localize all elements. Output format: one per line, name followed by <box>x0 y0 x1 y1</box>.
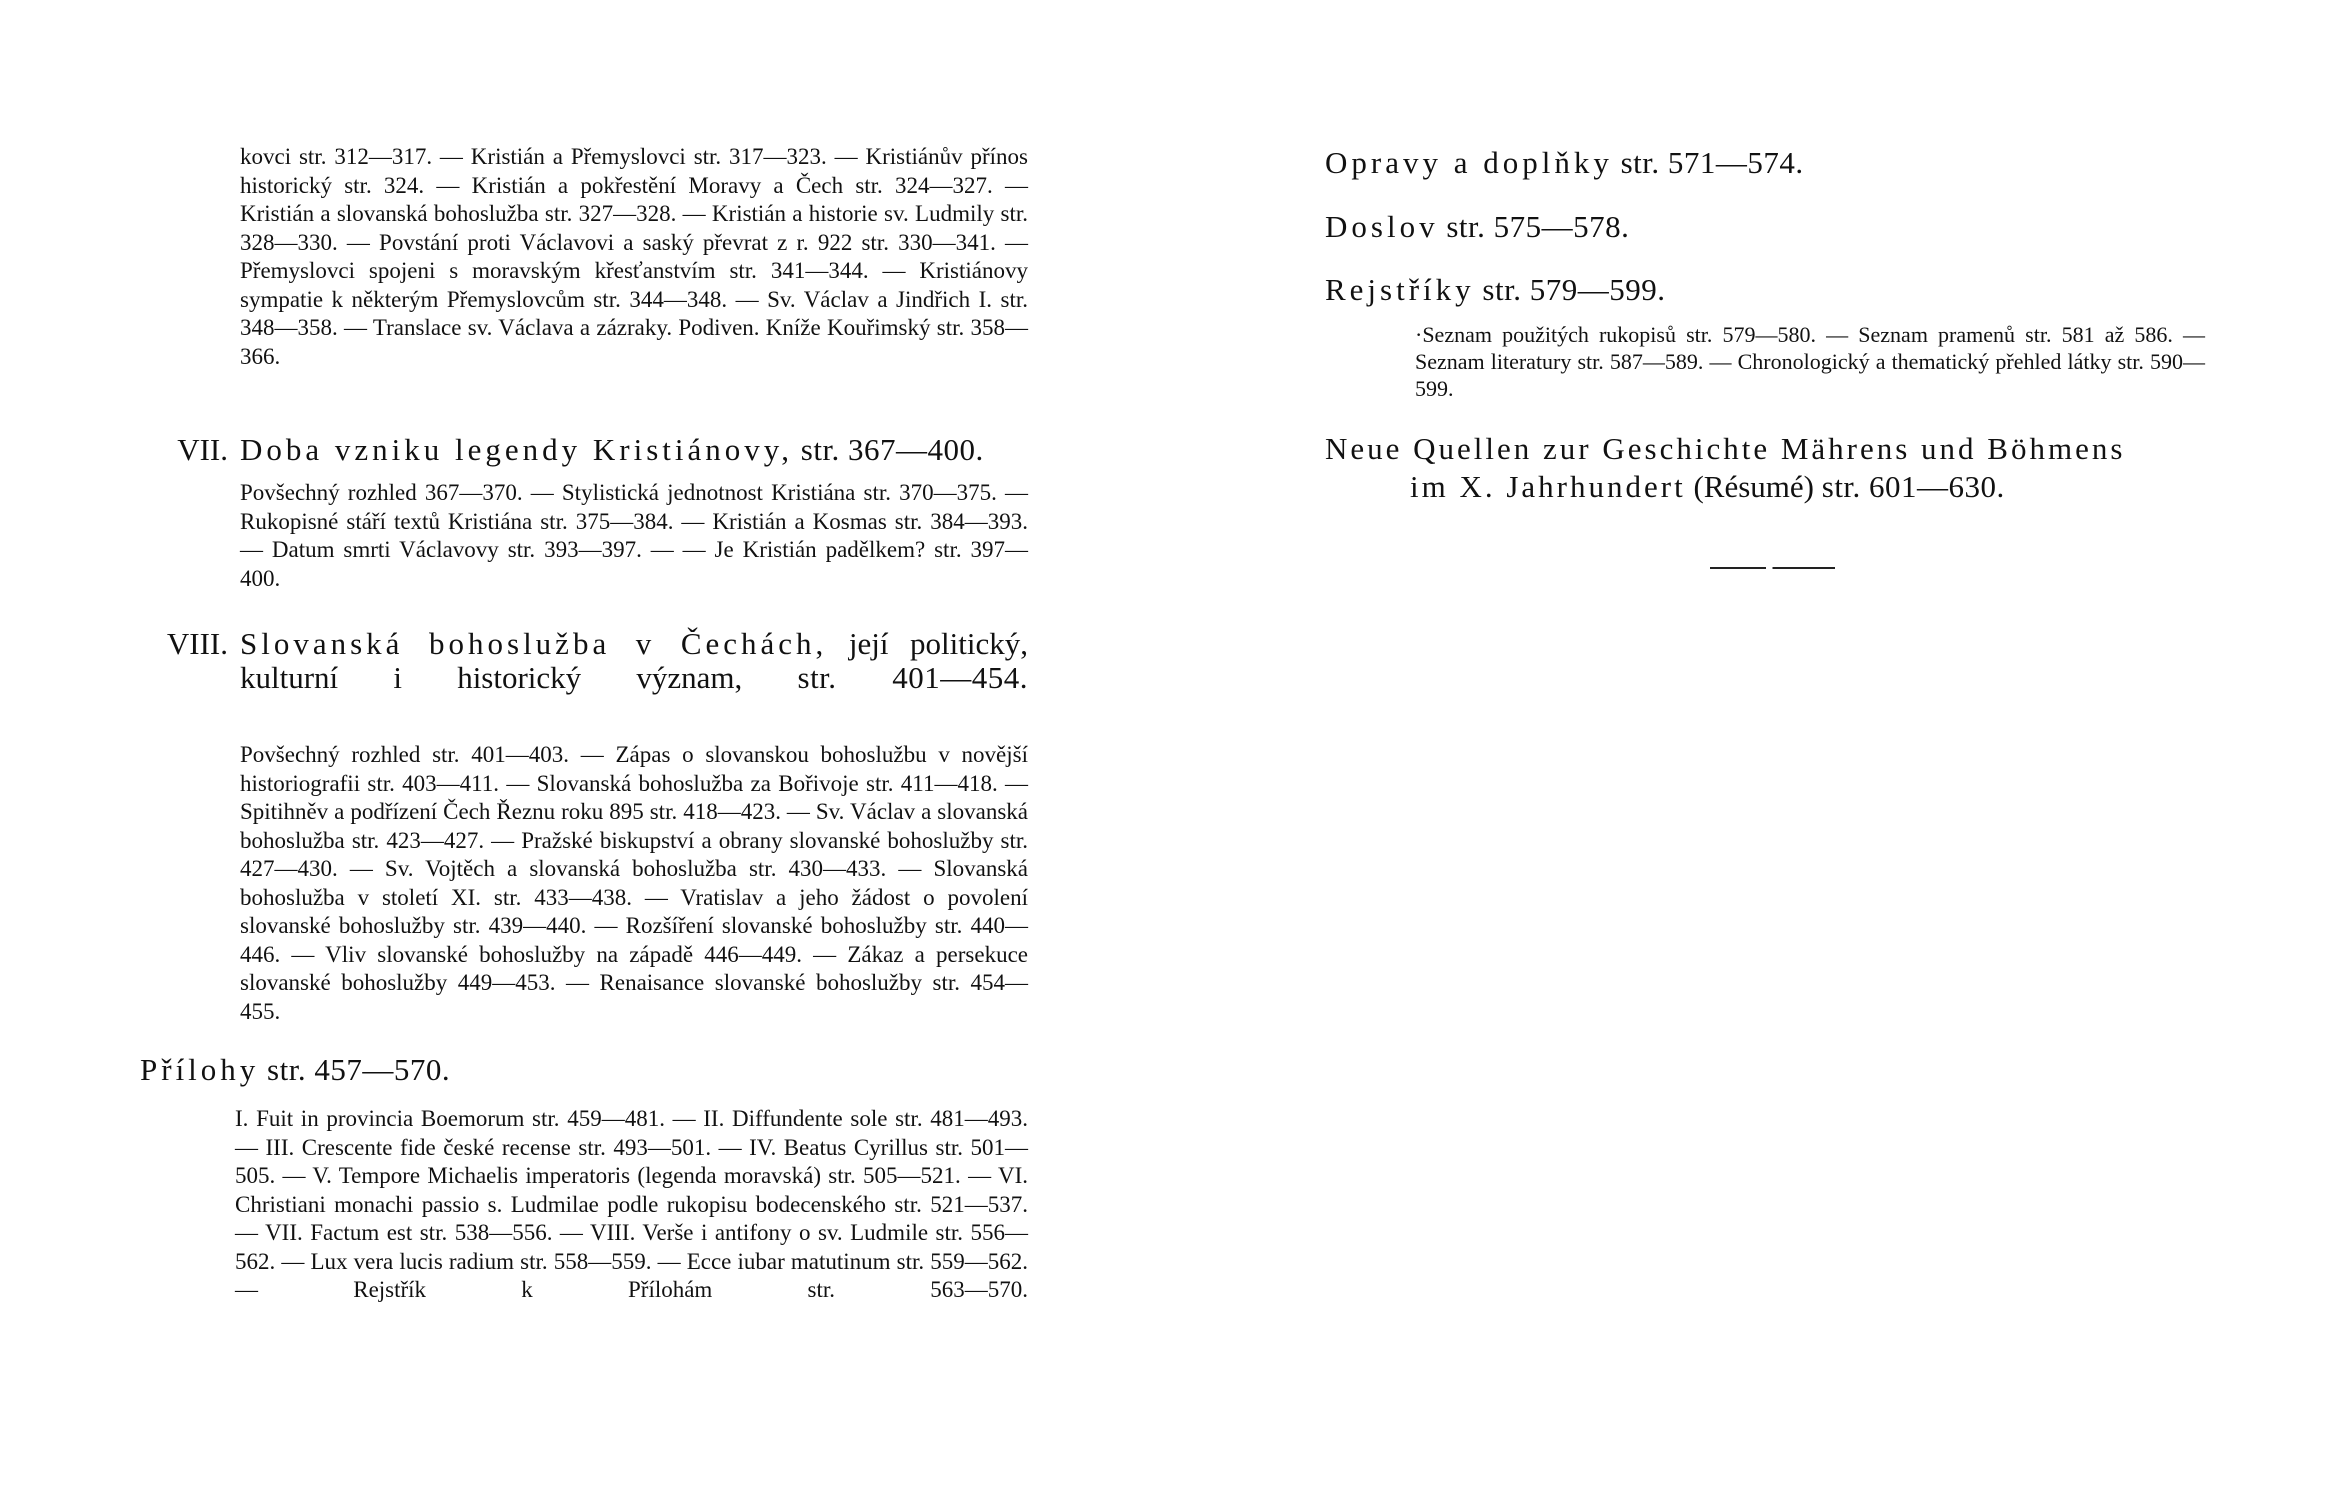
german-summary-resume: (Résumé) <box>1693 469 1814 504</box>
section-vii-contents: Povšechný rozhled 367—370. — Stylistická jednotnost Kristiána str. 370—375. — Rukopisné stáří textů Kristiána str. 375—384. — Kristián a Kosmas str. 384—393. — Datum smrti Václavovy str. 393—397. — — Je Kristián padělkem? str. 397—400. <box>240 480 1028 591</box>
corrections-heading <box>1325 143 2245 183</box>
appendices-contents: I. Fuit in provincia Boemorum str. 459—481. — II. Diffundente sole str. 481—493. — III. Crescente fide české recense str. 493—501. — IV. Beatus Cyrillus str. 501—505. — V. Tempore Michaelis imperatoris (legenda moravská) str. 505—521. — VI. Christiani monachi passio s. Ludmilae podle rukopisu bodecenského str. 521—537. — VII. Factum est str. 538—556. — VIII. Verše i antifony o sv. Ludmile str. 556—562. — Lux vera lucis radium str. 558—559. — Ecce iubar matutinum str. 559—562. — Rejstřík k Přílohám str. 563—570. <box>235 1106 1028 1302</box>
section-viii <box>140 627 1040 1055</box>
corrections-pages: str. 571—574. <box>1620 145 1804 180</box>
section-viii-numeral: VIII. <box>166 626 228 661</box>
afterword-pages: str. 575—578. <box>1446 209 1630 244</box>
section-viii-pages: str. 401—454. <box>797 660 1029 695</box>
indexes-title: Rejstříky <box>1325 272 1475 307</box>
indexes-pages: str. 579—599. <box>1482 272 1666 307</box>
section-viii-subtitle: její politický, kulturní i historický význam, <box>240 626 1028 695</box>
german-summary-heading <box>1325 430 2245 506</box>
section-vii <box>140 433 1040 622</box>
section-viii-contents: Povšechný rozhled str. 401—403. — Zápas o slovanskou bohoslužbu v novější historiografii str. 403—411. — Slovanská bohoslužba za Bořivoje str. 411—418. — Spitihněv a podřízení Čech Řeznu roku 895 str. 418—423. — Sv. Václav a slovanská bohoslužba str. 423—427. — Pražské biskupství a obrany slovanské bohoslužby str. 427—430. — Sv. Vojtěch a slovanská bohoslužba str. 430—433. — Slovanská bohoslužba v století XI. str. 433—438. — Vratislav a jeho žádost o povolení slovanské bohoslužby str. 439—440. — Rozšíření slovanské bohoslužby str. 440—446. — Vliv slovanské bohoslužby na západě 446—449. — Zákaz a persekuce slovanské bohoslužby 449—453. — Renaisance slovanské bohoslužby str. 454—455. <box>240 742 1028 1024</box>
german-summary-title-line2: im X. Jahrhundert <box>1410 469 1686 504</box>
section-viii-title: Slovanská bohoslužba v Čechách, <box>240 626 828 661</box>
afterword-heading <box>1325 207 2245 247</box>
section-vii-numeral: VII. <box>177 432 228 467</box>
german-summary-title-line1: Neue Quellen zur Geschichte Mährens und Böhmens <box>1325 431 2126 466</box>
appendices-heading <box>140 1053 1040 1087</box>
section-vii-title: Doba vzniku legendy Kristiánovy, <box>240 432 794 467</box>
indexes-contents: ·Seznam použitých rukopisů str. 579—580. — Seznam pramenů str. 581 až 586. — Seznam literatury str. 587—589. — Chronologický a thematický přehled látky str. 590—599. <box>1415 322 2205 401</box>
appendices-section <box>140 1053 1040 1333</box>
appendices-pages: str. 457—570. <box>267 1052 451 1087</box>
section-vii-pages: str. 367—400. <box>800 432 984 467</box>
german-summary-pages: str. 601—630. <box>1821 469 2005 504</box>
section-viii-heading <box>140 627 1040 729</box>
afterword-title: Doslov <box>1325 209 1439 244</box>
end-ornament-rule <box>1710 567 1835 569</box>
appendices-title: Přílohy <box>140 1052 260 1087</box>
indexes-heading <box>1325 270 2245 310</box>
section-vi-continuation-text: kovci str. 312—317. — Kristián a Přemyslovci str. 317—323. — Kristiánův přínos historický str. 324. — Kristián a pokřestění Moravy a Čech str. 324—327. — Kristián a slovanská bohoslužba str. 327—328. — Kristián a historie sv. Ludmily str. 328—330. — Povstání proti Václavovi a saský převrat z r. 922 str. 330—341. — Přemyslovci spojeni s moravským křesťanstvím str. 341—344. — Kristiánovy sympatie k některým Přemyslovcům str. 344—348. — Sv. Václav a Jindřich I. str. 348—358. — Translace sv. Václava a zázraky. Podiven. Kníže Kouřimský str. 358—366. <box>240 144 1028 369</box>
section-vii-heading <box>140 433 1040 467</box>
corrections-title: Opravy a doplňky <box>1325 145 1613 180</box>
